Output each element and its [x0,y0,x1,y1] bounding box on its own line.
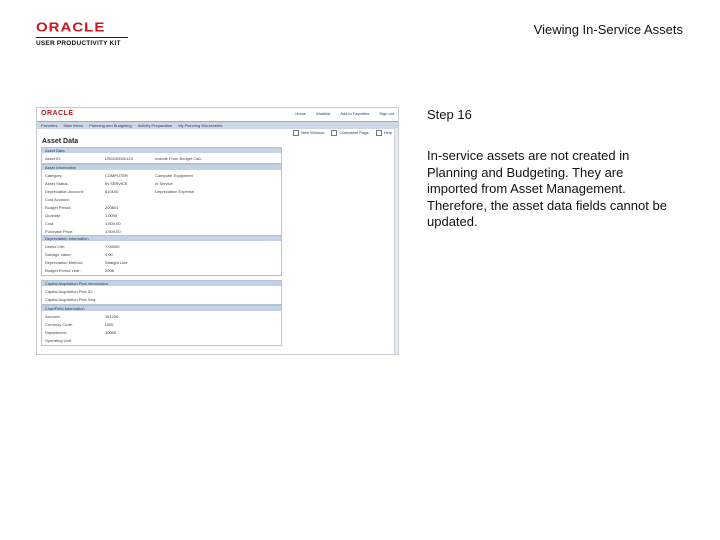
panel-title: Depreciation Information [42,236,281,241]
field-row [45,258,278,266]
help-link[interactable] [376,130,392,136]
field-row [45,219,278,227]
panel-body [42,286,281,304]
link-worklist[interactable]: Worklist [316,111,331,116]
nav-main-menu[interactable]: Main Menu [63,123,84,128]
field-row [45,242,278,250]
field-description: Computer Equipment [155,172,193,178]
panel-title: Asset Information [42,165,281,170]
field-label: Capital Acquisition Plan Seq: [45,296,97,302]
slide-title: Viewing In-Service Assets [533,22,683,37]
field-label: Cost: [45,220,55,226]
customize-label: Customize Page [339,130,369,136]
field-description: In Service [155,180,173,186]
field-label: Account: [45,313,61,319]
field-value: 200801 [105,204,119,210]
nav-planning[interactable]: Planning and Budgeting [89,123,132,128]
new-window-icon [293,130,299,136]
field-label: Budget Period: [45,204,72,210]
asset-panel [41,305,282,346]
customize-page-link[interactable] [331,130,368,136]
field-row [45,266,278,274]
app-header [37,108,398,122]
field-label: Depreciation Method: [45,259,84,265]
field-value: 7.00000 [105,243,120,249]
field-row [45,179,278,187]
field-label: Useful Life: [45,243,66,249]
panel-body [42,153,281,163]
upk-logo-subtitle: USER PRODUCTIVITY KIT [36,37,128,47]
field-value: 1,500.00 [105,220,121,226]
panel-title: Asset Data [42,148,281,153]
field-row [45,287,278,295]
field-label: Asset Status: [45,180,69,186]
embedded-screenshot [36,107,399,355]
field-row [45,211,278,219]
field-value: Straight Line [105,259,128,265]
panel-title: ChartField Information [42,306,281,311]
field-label: Asset ID: [45,155,62,161]
field-value: 1.0000 [105,212,118,218]
customize-icon [331,130,337,136]
field-row [45,320,278,328]
field-value: 1,500.00 [105,228,121,234]
field-label: Cost Account: [45,196,70,202]
field-value: 10000 [105,329,117,335]
field-description: Depreciation Expense [155,188,195,194]
field-row [45,203,278,211]
step-label: Step 16 [427,107,472,122]
new-window-label: New Window [301,130,325,136]
field-value: 2008 [105,267,114,273]
field-label: Capital Acquisition Plan ID: [45,288,94,294]
field-row [45,250,278,258]
field-label: Department: [45,329,68,335]
app-page-actions [293,130,392,136]
field-row [45,295,278,303]
field-row [45,154,278,162]
app-scrollbar[interactable] [394,128,398,354]
help-label: Help [383,130,392,136]
asset-panel [41,164,282,237]
app-breadcrumb [37,122,398,129]
field-value: COMPUTER [105,172,128,178]
field-label: Salvage Value: [45,251,72,257]
link-add-favorites[interactable]: Add to Favorites [340,111,370,116]
field-label: Currency Code: [45,321,74,327]
field-label: Operating Unit: [45,337,72,343]
step-description: In-service assets are not created in Planning and Budgeting. They are imported from Asset Management. Therefore, the asset data fields cannot be updated. [427,148,667,229]
field-row [45,171,278,179]
app-top-links [295,111,394,116]
field-label: Category: [45,172,63,178]
field-label: Quantity: [45,212,62,218]
field-value: IN SERVICE [105,180,128,186]
field-value: 0.00 [105,251,113,257]
link-sign-out[interactable]: Sign out [379,111,394,116]
field-label: Depreciation Account: [45,188,84,194]
field-row [45,312,278,320]
field-row [45,336,278,344]
field-value: 610100 [105,188,119,194]
panel-body [42,241,281,275]
help-icon [376,130,382,136]
nav-worksheets[interactable]: My Planning Worksheets [178,123,223,128]
asset-panel [41,235,282,276]
field-row [45,187,278,195]
field-description: Include From Budget Calc [155,155,202,161]
field-row [45,227,278,235]
field-label: Purchase Price: [45,228,74,234]
panel-body [42,170,281,236]
asset-panel [41,147,282,164]
link-home[interactable]: Home [295,111,307,116]
new-window-link[interactable] [293,130,324,136]
upk-logo [36,20,128,47]
panel-body [42,311,281,345]
panel-title: Capital Acquisition Plan Information [42,281,281,286]
nav-activity[interactable]: Activity Preparation [137,123,173,128]
oracle-logo-text: ORACLE [36,20,106,35]
field-label: Budget Period Year: [45,267,81,273]
field-value: USD [105,321,114,327]
field-row [45,195,278,203]
field-row [45,328,278,336]
asset-panel [41,280,282,305]
asset-data-heading: Asset Data [42,138,79,145]
app-logo: ORACLE [41,110,74,117]
field-value: 161200 [105,313,119,319]
nav-favorites[interactable]: Favorites [41,123,58,128]
field-value: US0100000123 [105,155,133,161]
